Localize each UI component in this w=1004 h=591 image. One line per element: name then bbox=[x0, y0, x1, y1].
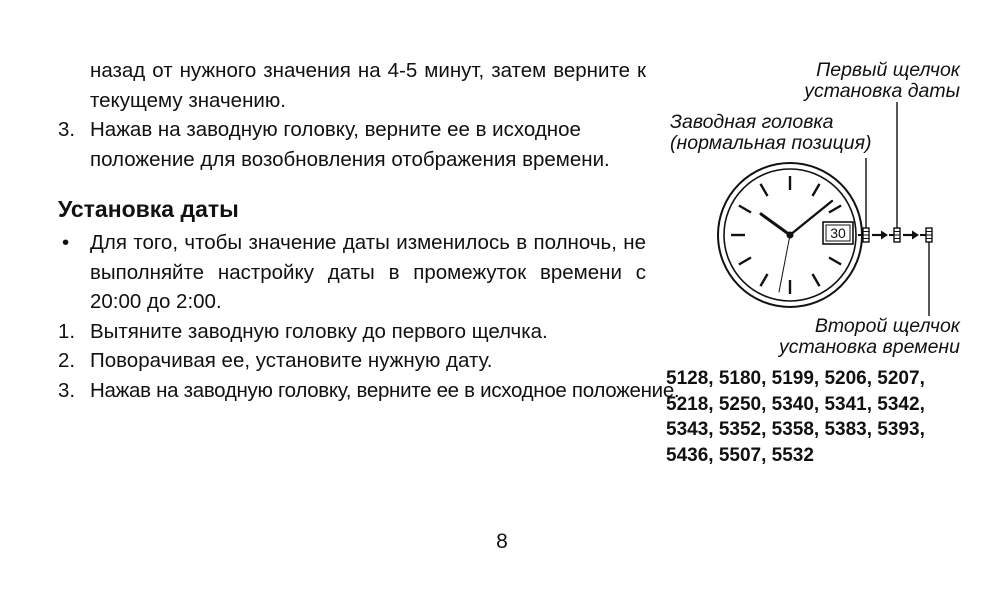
date-step-2 bbox=[58, 346, 646, 376]
crown-positions-diagram bbox=[660, 58, 960, 358]
bullet-icon: • bbox=[62, 231, 70, 254]
first-click-line2: установка даты bbox=[804, 80, 960, 102]
step-text: Нажав на заводную головку, верните ее в исходное положение. bbox=[90, 378, 680, 402]
note-bullet bbox=[58, 228, 646, 317]
model-line: 5436, 5507, 5532 bbox=[666, 444, 814, 466]
model-numbers bbox=[666, 366, 966, 468]
instructions-column bbox=[58, 56, 680, 405]
crown-position-icons bbox=[858, 228, 932, 242]
step-text: Вытяните заводную головку до первого щелчка. bbox=[90, 319, 548, 343]
step-text: Поворачивая ее, установите нужную дату. bbox=[90, 349, 493, 372]
leader-lines bbox=[866, 102, 929, 316]
crown-line2: (нормальная позиция) bbox=[670, 132, 872, 154]
step-number: 1. bbox=[58, 319, 76, 343]
page-number: 8 bbox=[496, 530, 508, 553]
date-step-1 bbox=[58, 317, 646, 347]
step-text: Нажав на заводную головку, верните ее в исходное положение для возобновления отображения времени. bbox=[90, 118, 610, 171]
step-number: 2. bbox=[58, 349, 76, 372]
step-number: 3. bbox=[58, 118, 76, 141]
step-3-time bbox=[58, 115, 646, 174]
crown-line1: Заводная головка bbox=[670, 111, 834, 133]
watch-drawing bbox=[660, 58, 960, 358]
model-line: 5343, 5352, 5358, 5383, 5393, bbox=[666, 419, 925, 440]
continuation-text: назад от нужного значения на 4-5 минут, затем верните к текущему значению. bbox=[90, 59, 646, 112]
model-line: 5218, 5250, 5340, 5341, 5342, bbox=[666, 393, 925, 415]
first-click-line1: Первый щелчок bbox=[816, 59, 960, 81]
bullet-text: Для того, чтобы значение даты изменилось в полночь, не выполняйте настройку даты в промежуток времени с 20:00 до 2:00. bbox=[90, 231, 646, 313]
model-line: 5128, 5180, 5199, 5206, 5207, bbox=[666, 368, 925, 389]
section-title-date-setting: Установка даты bbox=[58, 196, 239, 222]
date-step-3 bbox=[58, 376, 680, 406]
step-number: 3. bbox=[58, 378, 76, 402]
second-click-line1: Второй щелчок bbox=[814, 315, 960, 337]
second-click-line2: установка времени bbox=[778, 336, 960, 358]
date-window-value: 30 bbox=[830, 225, 846, 241]
